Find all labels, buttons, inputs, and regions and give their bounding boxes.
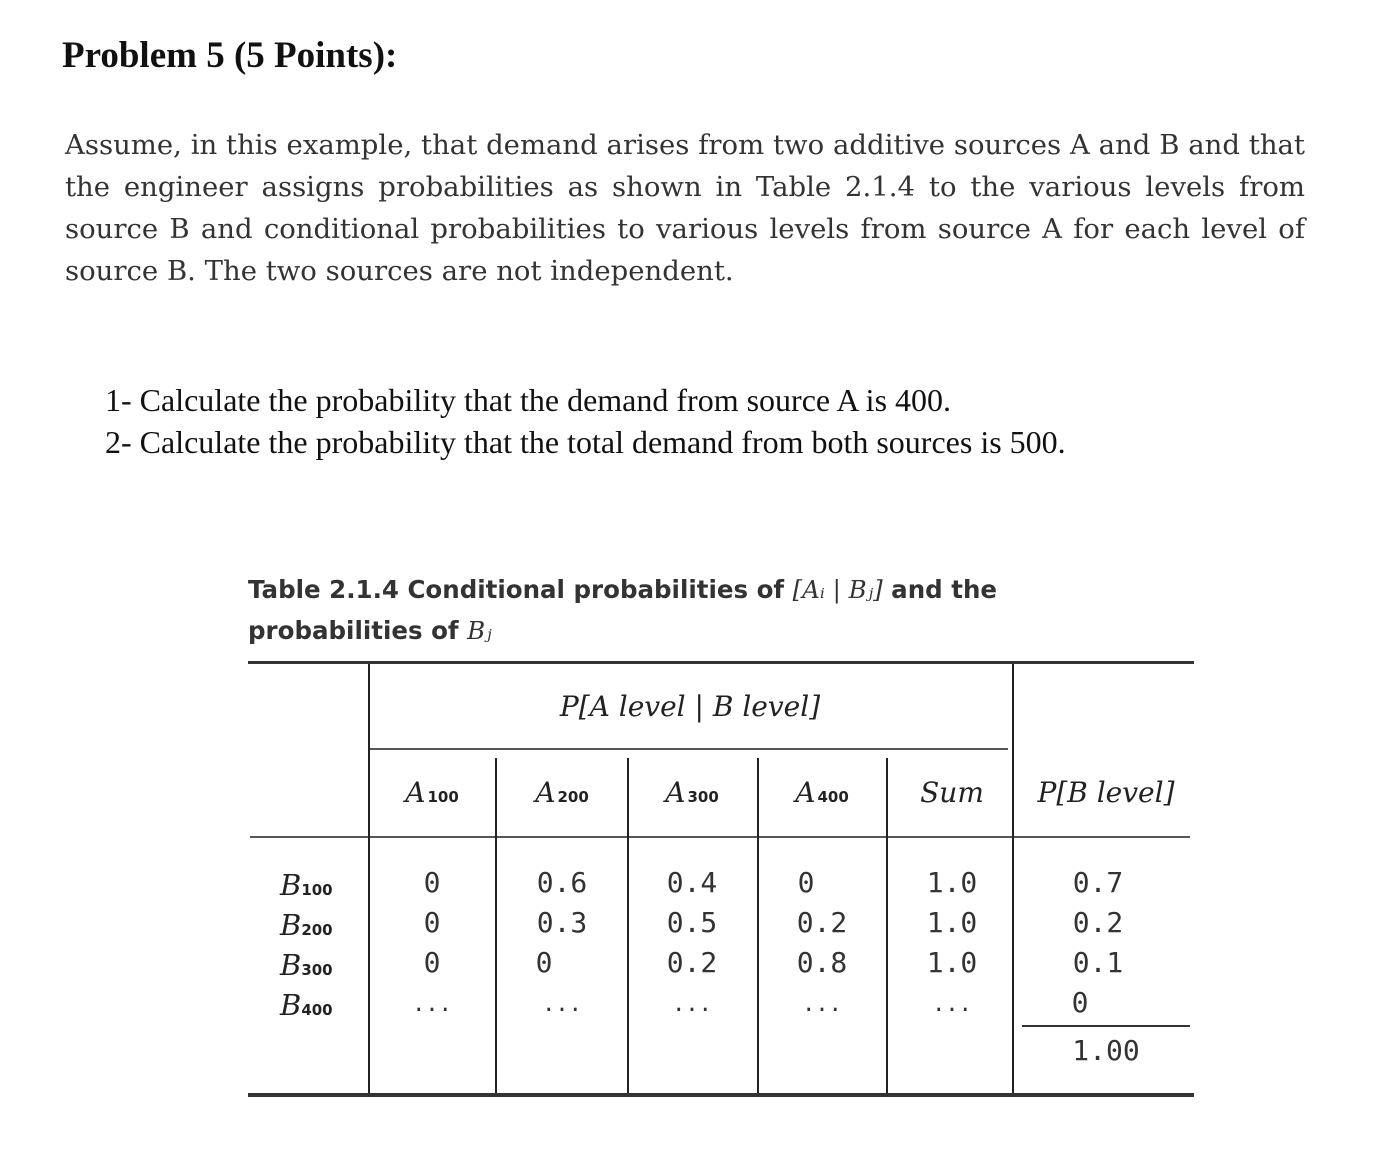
cell-b100-a300: 0.4	[666, 866, 718, 899]
column-header-pb: P[B level]	[1037, 776, 1175, 809]
column-header-a300: A 300	[665, 776, 719, 809]
row-label-b200: B200	[280, 908, 333, 942]
column-header-a200: A 200	[535, 776, 589, 809]
problem-title: Problem 5 (5 Points):	[62, 35, 398, 76]
table-bottom-rule	[248, 1093, 1194, 1097]
cell-b200-a200: 0.3	[536, 906, 588, 939]
column-header-rule	[250, 836, 1190, 838]
cell-b400-a400: ...	[802, 992, 842, 1017]
row-label-divider	[368, 664, 370, 1093]
cell-b300-a300: 0.2	[666, 946, 718, 979]
cell-b200-a100: 0	[423, 906, 441, 939]
table-caption-line-1: Table 2.1.4 Conditional probabilities of [Aᵢ | Bⱼ] and the	[248, 575, 997, 604]
cell-b300-a400: 0.8	[796, 946, 848, 979]
cell-b100-a200: 0.6	[536, 866, 588, 899]
group-header-rule	[370, 748, 1008, 750]
cell-b100-a400: 0	[797, 866, 815, 899]
row-label-b400: B400	[280, 988, 333, 1022]
column-divider-3	[757, 758, 759, 1093]
cell-b300-pb: 0.1	[1072, 946, 1124, 979]
cell-b100-sum: 1.0	[926, 866, 978, 899]
cell-b200-pb: 0.2	[1072, 906, 1124, 939]
cell-b100-a100: 0	[423, 866, 441, 899]
group-header: P[A level | B level]	[559, 690, 821, 723]
row-label-b100: B100	[280, 868, 333, 902]
cell-b300-sum: 1.0	[926, 946, 978, 979]
cell-b300-a200: 0	[535, 946, 553, 979]
table-top-rule	[248, 661, 1194, 664]
cell-b300-a100: 0	[423, 946, 441, 979]
cell-b200-sum: 1.0	[926, 906, 978, 939]
column-divider-4	[886, 758, 888, 1093]
column-header-a400: A 400	[795, 776, 849, 809]
column-divider-2	[627, 758, 629, 1093]
question-2: 2- Calculate the probability that the total demand from both sources is 500.	[105, 424, 1066, 460]
column-divider-1	[495, 758, 497, 1093]
cell-b400-a100: ...	[412, 992, 452, 1017]
pb-column-divider	[1012, 664, 1014, 1093]
problem-paragraph: Assume, in this example, that demand arises from two additive sources A and B and that the engineer assigns probabilities as shown in Table 2.1.4 to the various levels from source B and conditional probabilities to various levels from source A for each level of source B. The two sources are not independent.	[65, 129, 1305, 287]
cell-b400-sum: ...	[932, 992, 972, 1017]
total-rule	[1022, 1025, 1190, 1027]
cell-b200-a300: 0.5	[666, 906, 718, 939]
cell-b400-pb: 0	[1071, 986, 1089, 1019]
row-label-b300: B300	[280, 948, 333, 982]
question-1: 1- Calculate the probability that the demand from source A is 400.	[105, 382, 952, 418]
cell-b200-a400: 0.2	[796, 906, 848, 939]
pb-total: 1.00	[1072, 1034, 1140, 1067]
column-header-a100: A 100	[405, 776, 459, 809]
table-caption-line-2: probabilities of Bⱼ	[248, 616, 492, 645]
cell-b400-a300: ...	[672, 992, 712, 1017]
cell-b400-a200: ...	[542, 992, 582, 1017]
cell-b100-pb: 0.7	[1072, 866, 1124, 899]
column-header-sum: Sum	[920, 776, 984, 809]
